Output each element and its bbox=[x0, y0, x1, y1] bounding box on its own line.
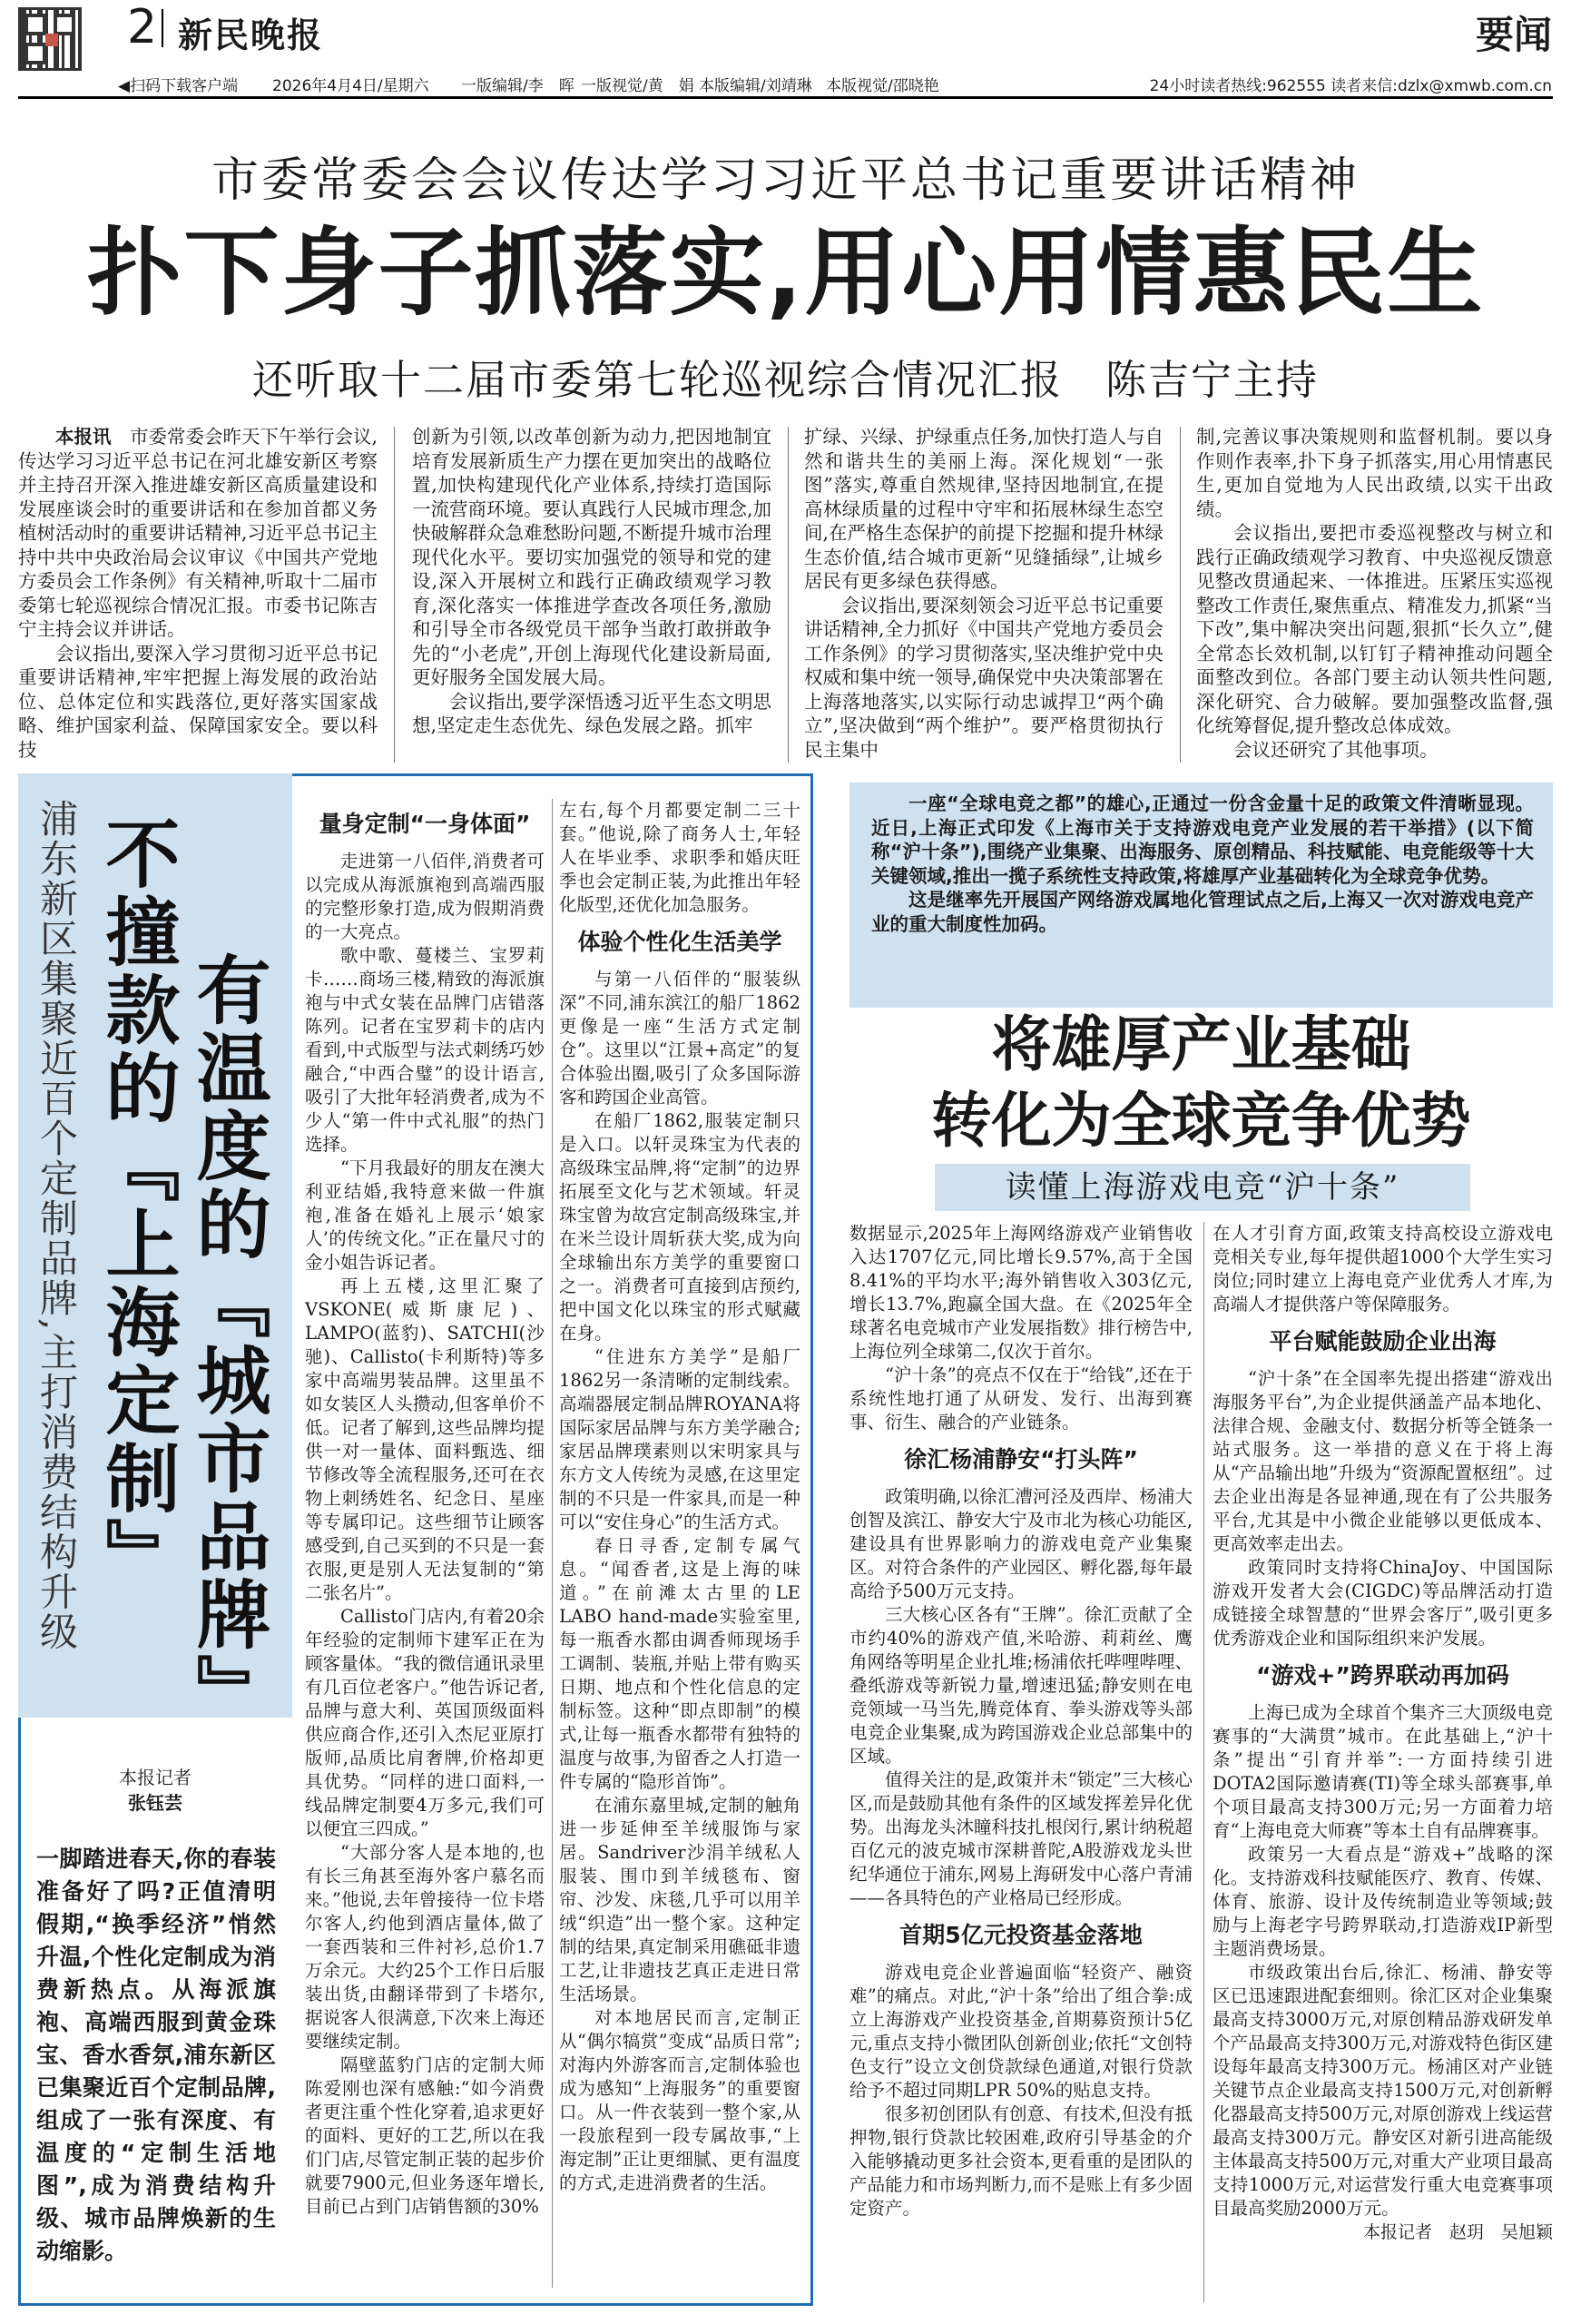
policy-column bbox=[1213, 1222, 1553, 2244]
editor-credit: 本版视觉/邵晓艳 bbox=[826, 77, 939, 95]
paragraph: 扩绿、兴绿、护绿重点任务,加快打造人与自然和谐共生的美丽上海。深化规划“一张图”落实,尊重自然规律,坚持因地制宜,在提高林绿质量的过程中守牢和拓展林绿生态空间,在严格生态保护的前提下挖掘和提升林绿生态价值,结合城市更新“见缝插绿”,让城乡居民有更多绿色获得感。 bbox=[804, 426, 1164, 592]
editor-credit: 本版编辑/刘靖琳 bbox=[699, 77, 812, 95]
paragraph: 三大核心区各有“王牌”。徐汇贡献了全市约40%的游戏产值,米哈游、莉莉丝、鹰角网络等明星企业扎堆;杨浦依托哔哩哔哩、叠纸游戏等新锐力量,增速迅猛;静安则在电竞领域一马当先,腾竞体育、拳头游戏等头部电竞企业集聚,成为跨国游戏企业总部集中的区域。 bbox=[849, 1604, 1193, 1767]
paragraph: 会议指出,要学深悟透习近平生态文明思想,坚定走生态优先、绿色发展之路。抓牢 bbox=[412, 690, 772, 736]
feature-intro: 一脚踏进春天,你的春装准备好了吗?正值清明假期,“换季经济”悄然升温,个性化定制成为消费新热点。从海派旗袍、高端西服到黄金珠宝、香水香氛,浦东新区已集聚近百个定制品牌,组成了一张有深度、有温度的“定制生活地图”,成为消费结构升级、城市品牌焕新的生动缩影。 bbox=[36, 1846, 276, 2264]
lead-column bbox=[1196, 425, 1553, 762]
column-rule bbox=[394, 427, 395, 763]
lead-column bbox=[804, 425, 1164, 762]
lead-byline: 本报讯 bbox=[55, 426, 112, 448]
reporter-credit bbox=[18, 1765, 292, 1816]
feature-deck-vertical: 浦东新区集聚近百个定制品牌,主打消费结构升级 bbox=[34, 799, 79, 1652]
qr-code-icon[interactable] bbox=[18, 7, 82, 71]
policy-intro bbox=[871, 792, 1534, 936]
feature-column bbox=[305, 799, 545, 2219]
paragraph: 与第一八佰伴的“服装纵深”不同,浦东滨江的船厂1862更像是一座“生活方式定制仓”。这里以“江景+高定”的复合体验出圈,吸引了众多国际游客和跨国企业高管。 bbox=[559, 969, 800, 1108]
paragraph: 歌中歌、蔓楼兰、宝罗莉卡……商场三楼,精致的海派旗袍与中式女装在品牌门店错落陈列。记者在宝罗莉卡的店内看到,中式版型与法式刺绣巧妙融合,“中西合璧”的设计语言,吸引了大批年轻消费者,成为不少人“第一件中式礼服”的热门选择。 bbox=[305, 945, 545, 1155]
masthead-divider bbox=[162, 9, 163, 47]
paragraph: 市委常委会昨天下午举行会议,传达学习习近平总书记在河北雄安新区考察并主持召开深入推进雄安新区高质量建设和发展座谈会时的重要讲话和在参加首都义务植树活动时的重要讲话精神,习近平总书记主持中共中央政治局会议审议《中国共产党地方委员会工作条例》有关精神,听取十二届市委第七轮巡视综合情况汇报。市委书记陈吉宁主持会议并讲话。 bbox=[18, 426, 378, 640]
policy-headline: 将雄厚产业基础 bbox=[991, 1009, 1411, 1079]
editor-credit: 一版编辑/李 晖 bbox=[461, 77, 574, 95]
subhead: 体验个性化生活美学 bbox=[577, 929, 782, 955]
subhead: 徐汇杨浦静安“打头阵” bbox=[904, 1446, 1138, 1472]
policy-reporter: 本报记者 赵玥 吴旭颖 bbox=[1362, 2222, 1553, 2242]
reporter-name: 张钰芸 bbox=[128, 1792, 182, 1814]
paragraph: 会议指出,要深刻领会习近平总书记重要讲话精神,全力抓好《中国共产党地方委员会工作条例》的学习贯彻落实,坚决维护党中央权威和集中统一领导,确保党中央决策部署在上海落地落实,以实际行动忠诚捍卫“两个确立”,坚决做到“两个维护”。要严格贯彻执行民主集中 bbox=[804, 594, 1164, 761]
paragraph: 再上五楼,这里汇聚了VSKONE(威斯康尼)、LAMPO(蓝豹)、SATCHI(沙驰)、Callisto(卡利斯特)等多家中高端男装品牌。这里虽不如女装区人头攒动,但客单价不低。记者了解到,这些品牌均提供一对一量体、面料甄选、细节修改等全流程服务,还可在衣物上刺绣姓名、纪念日、星座等专属印记。这些细节让顾客感受到,自己买到的不只是一套衣服,更是别人无法复制的“第二张名片”。 bbox=[305, 1275, 545, 1603]
paragraph: 会议指出,要把市委巡视整改与树立和践行正确政绩观学习教育、中央巡视反馈意见整改贯通起来、一体推进。压紧压实巡视整改工作责任,聚焦重点、精准发力,抓紧“当下改”,集中解决突出问题,狠抓“长久立”,健全常态长效机制,以钉钉子精神推动问题全面整改到位。各部门要主动认领共性问题,深化研究、合力破解。要加强整改监督,强化统筹督促,提升整改总体成效。 bbox=[1196, 522, 1553, 736]
lead-column bbox=[18, 425, 378, 762]
date-line: 2026年4月4日/星期六 bbox=[272, 77, 429, 95]
paragraph: 对本地居民而言,定制正从“偶尔犒赏”变成“品质日常”;对海内外游客而言,定制体验也成为感知“上海服务”的重要窗口。从一件衣装到一整个家,从一段旅程到一段专属故事,“上海定制”正让更细腻、更有温度的方式,走进消费者的生活。 bbox=[559, 2007, 800, 2193]
policy-subtitle: 读懂上海游戏电竞“沪十条” bbox=[1005, 1169, 1400, 1206]
masthead-rule bbox=[18, 96, 1553, 99]
paragraph: 会议还研究了其他事项。 bbox=[1233, 738, 1438, 761]
subhead: “游戏+”跨界联动再加码 bbox=[1256, 1662, 1509, 1689]
column-rule bbox=[788, 427, 789, 763]
paragraph: 政策同时支持将ChinaJoy、中国国际游戏开发者大会(CIGDC)等品牌活动打造成链接全球智慧的“世界会客厅”,吸引更多优秀游戏企业和国际组织来沪发展。 bbox=[1213, 1557, 1553, 1649]
paragraph: 制,完善议事决策规则和监督机制。要以身作则作表率,扑下身子抓落实,用心用情惠民生,更加自觉地为人民出政绩,以实干出政绩。 bbox=[1196, 426, 1553, 520]
subhead: 首期5亿元投资基金落地 bbox=[899, 1922, 1143, 1948]
paragraph: 政策明确,以徐汇漕河泾及西岸、杨浦大创智及滨江、静安大宁及市北为核心功能区,建设具有世界影响力的游戏电竞产业集聚区。对符合条件的产业园区、孵化器,每年最高给予500万元支持。 bbox=[849, 1486, 1193, 1601]
feature-title-vertical: 不撞款的『上海定制』 bbox=[93, 815, 180, 1596]
paragraph: 数据显示,2025年上海网络游戏产业销售收入达1707亿元,同比增长9.57%,高于全国8.41%的平均水平;海外销售收入303亿元,增长13.7%,跑赢全国大盘。在《2025年全球著名电竞城市产业发展指数》排行榜告中,上海位列全球第二,仅次于首尔。 bbox=[849, 1223, 1193, 1362]
paragraph: 政策另一大看点是“游戏+”战略的深化。支持游戏科技赋能医疗、教育、传媒、体育、旅游、设计及传统制造业等领域;鼓励与上海老字号跨界联动,打造游戏IP新型主题消费场景。 bbox=[1213, 1844, 1553, 1959]
subhead: 平台赋能鼓励企业出海 bbox=[1269, 1328, 1497, 1354]
paragraph: 上海已成为全球首个集齐三大顶级电竞赛事的“大满贯”城市。在此基础上,“沪十条”提出“引育并举”:一方面持续引进DOTA2国际邀请赛(TI)等全球头部赛事,单个项目最高支持300万元;另一方面着力培育“上海电竞大师赛”等本土自有品牌赛事。 bbox=[1213, 1702, 1553, 1841]
paragraph: 游戏电竞企业普遍面临“轻资产、融资难”的痛点。对此,“沪十条”给出了组合拳:成立上海游戏产业投资基金,首期募资预计5亿元,重点支持小微团队创新创业;依托“文创特色支行”设立文创贷款绿色通道,对银行贷款给予不超过同期LPR 50%的贴息支持。 bbox=[849, 1962, 1193, 2101]
paragraph: 在人才引育方面,政策支持高校设立游戏电竞相关专业,每年提供超1000个大学生实习岗位;同时建立上海电竞产业优秀人才库,为高端人才提供落户等保障服务。 bbox=[1213, 1223, 1553, 1315]
reader-hotline: 24小时读者热线:962555 读者来信:dzlx@xmwb.com.cn bbox=[1149, 77, 1552, 95]
paragraph: “沪十条”在全国率先提出搭建“游戏出海服务平台”,为企业提供涵盖产品本地化、法律合规、金融支付、数据分析等全链条一站式服务。这一举措的意义在于将上海从“产品输出地”升级为“资源配置枢纽”。过去企业出海是各显神通,现在有了公共服务平台,尤其是中小微企业能够以更低成本、更高效率走出去。 bbox=[1213, 1368, 1553, 1554]
paragraph: 创新为引领,以改革创新为动力,把因地制宜培育发展新质生产力摆在更加突出的战略位置,加快构建现代化产业体系,持续打造国际一流营商环境。要认真践行人民城市理念,加快破解群众急难愁盼问题,不断提升城市治理现代化水平。要切实加强党的领导和党的建设,深入开展树立和践行正确政绩观学习教育,深化落实一体推进学查改各项任务,激励和引导全市各级党员干部争当敢打敢拼敢争先的“小老虎”,开创上海现代化建设新局面,更好服务全国发展大局。 bbox=[412, 426, 772, 688]
feature-column bbox=[559, 799, 800, 2195]
policy-column bbox=[849, 1222, 1193, 2221]
section-label: 要闻 bbox=[1475, 13, 1552, 57]
column-rule bbox=[1203, 1222, 1204, 2302]
paragraph: “下月我最好的朋友在澳大利亚结婚,我特意来做一件旗袍,准备在婚礼上展示‘娘家人’的传统文化。”正在量尺寸的金小姐告诉记者。 bbox=[305, 1157, 545, 1273]
paragraph: 走进第一八佰伴,消费者可以完成从海派旗袍到高端西服的完整形象打造,成为假期消费的一大亮点。 bbox=[305, 851, 545, 942]
paragraph: 一座“全球电竞之都”的雄心,正通过一份含金量十足的政策文件清晰显现。近日,上海正式印发《上海市关于支持游戏电竞产业发展的若干举措》(以下简称“沪十条”),围绕产业集聚、出海服务、原创精品、科技赋能、电竞能级等十大关键领域,推出一揽子系统性支持政策,将雄厚产业基础转化为全球竞争优势。 bbox=[871, 793, 1534, 887]
feature-title-vertical: 有温度的『城市品牌』 bbox=[184, 951, 270, 1732]
paragraph: 市级政策出台后,徐汇、杨浦、静安等区已迅速跟进配套细则。徐汇区对企业集聚最高支持3000万元,对原创精品游戏研发单个产品最高支持300万元,对游戏特色街区建设每年最高支持300万元。杨浦区对产业链关键节点企业最高支持1500万元,对创新孵化器最高支持500万元,对原创游戏上线运营最高支持300万元。静安区对新引进高能级主体最高支持500万元,对重大产业项目最高支持1000万元,对运营发行重大电竞赛事项目最高奖励2000万元。 bbox=[1213, 1962, 1553, 2219]
column-rule bbox=[552, 799, 553, 2288]
scan-hint: ◀扫码下载客户端 bbox=[118, 77, 239, 95]
page-number: 2 bbox=[127, 0, 158, 54]
paragraph: 左右,每个月都要定制二三十套。”他说,除了商务人士,年轻人在毕业季、求职季和婚庆旺季也会定制正装,为此推出年轻化版型,还优化加急服务。 bbox=[559, 800, 800, 915]
editor-credit: 一版视觉/黄 娟 bbox=[581, 77, 694, 95]
lead-column bbox=[412, 425, 771, 738]
paragraph: 值得关注的是,政策并未“锁定”三大核心区,而是鼓励其他有条件的区域发挥差异化优势。出海龙头沐瞳科技扎根闵行,累计纳税超百亿元的波克城市深耕普陀,A股游戏龙头世纪华通位于浦东,网易上海研发中心落户青浦——各具特色的产业格局已经形成。 bbox=[849, 1769, 1193, 1908]
paragraph: 会议指出,要深入学习贯彻习近平总书记重要讲话精神,牢牢把握上海发展的政治站位、总体定位和实践落位,更好落实国家战略、维护国家利益、保障国家安全。要以科技 bbox=[18, 642, 378, 761]
policy-headline: 转化为全球竞争优势 bbox=[931, 1086, 1471, 1156]
paper-name: 新民晚报 bbox=[178, 15, 324, 55]
reporter-label: 本报记者 bbox=[119, 1767, 191, 1788]
lead-deck: 还听取十二届市委第七轮巡视综合情况汇报 陈吉宁主持 bbox=[251, 356, 1319, 404]
lead-headline: 扑下身子抓落实,用心用情惠民生 bbox=[86, 218, 1485, 329]
paragraph: “住进东方美学”是船厂1862另一条清晰的定制线索。高端器展定制品牌ROYANA将国际家居品牌与东方美学融合;家居品牌璞素则以宋明家具与东方文人传统为灵感,在这里定制的不只是一件家具,而是一种可以“安住身心”的生活方式。 bbox=[559, 1346, 800, 1532]
paragraph: 很多初创团队有创意、有技术,但没有抵押物,银行贷款比较困难,政府引导基金的介入能够撬动更多社会资本,更看重的是团队的产品能力和市场判断力,而不是账上有多少固定资产。 bbox=[849, 2103, 1193, 2219]
paragraph: “沪十条”的亮点不仅在于“给钱”,还在于系统性地打通了从研发、发行、出海到赛事、衍生、融合的产业链条。 bbox=[849, 1364, 1193, 1433]
paragraph: 春日寻香,定制专属气息。“闻香者,这是上海的味道。”在前滩太古里的LE LABO hand-made实验室里,每一瓶香水都由调香师现场手工调制、装瓶,并贴上带有购买日期、地点和个性化信息的定制标签。这种“即点即制”的模式,让每一瓶香水都带有独特的温度与故事,为留香之人打造一件专属的“隐形首饰”。 bbox=[559, 1535, 800, 1792]
paragraph: Callisto门店内,有着20余年经验的定制师卞建军正在为顾客量体。“我的微信通讯录里有几百位老客户。”他告诉记者,品牌与意大利、英国顶级面料供应商合作,还引入杰尼亚原打版师,品质比肩奢牌,价格却更具优势。“同样的进口面料,一线品牌定制要4万多元,我们可以便宜三四成。” bbox=[305, 1606, 545, 1839]
subhead: 量身定制“一身体面” bbox=[319, 811, 531, 837]
paragraph: 这是继率先开展国产网络游戏属地化管理试点之后,上海又一次对游戏电竞产业的重大制度性加码。 bbox=[871, 889, 1534, 935]
paragraph: 在船厂1862,服装定制只是入口。以轩灵珠宝为代表的高级珠宝品牌,将“定制”的边界拓展至文化与艺术领域。轩灵珠宝曾为故宫定制高级珠宝,并在米兰设计周斩获大奖,成为向全球输出东方美学的重要窗口之一。消费者可直接到店预约,把中国文化以珠宝的形式赋藏在身。 bbox=[559, 1110, 800, 1344]
lead-kicker: 市委常委会会议传达学习习近平总书记重要讲话精神 bbox=[211, 153, 1360, 208]
paragraph: 在浦东嘉里城,定制的触角进一步延伸至羊绒服饰与家居。Sandriver沙涓羊绒私人服装、围巾到羊绒毯布、窗帘、沙发、床毯,几乎可以用羊绒“织造”出一整个家。这种定制的结果,真定制采用礁砥非遗工艺,让非遗技艺真正走进日常生活场景。 bbox=[559, 1795, 800, 2004]
column-rule bbox=[1180, 427, 1181, 763]
paragraph: “大部分客人是本地的,也有长三角甚至海外客户慕名而来。”他说,去年曾接待一位卡塔尔客人,约他到酒店量体,做了一套西装和三件衬衫,总价1.7万余元。大约25个工作日后服装出货,由翻译带到了卡塔尔,据说客人很满意,下次来上海还要继续定制。 bbox=[305, 1842, 545, 2052]
paragraph: 隔壁蓝豹门店的定制大师陈爱刚也深有感触:“如今消费者更注重个性化穿着,追求更好的面料、更好的工艺,所以在我们门店,尽管定制正装的起步价就要7900元,但业务逐年增长,目前已占到门店销售额的30% bbox=[305, 2054, 545, 2217]
